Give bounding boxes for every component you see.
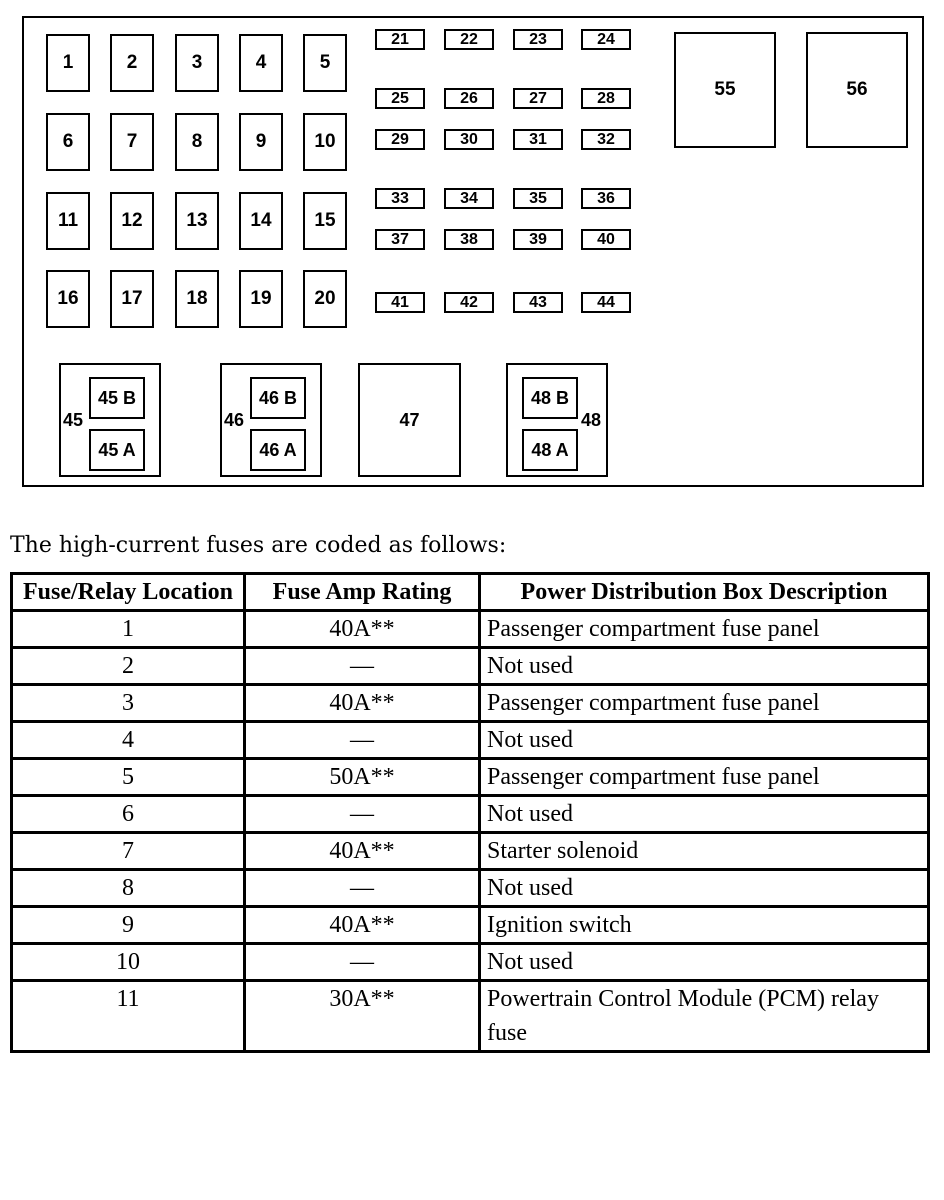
fuse-9: 9 (239, 113, 283, 171)
fuse-23: 23 (513, 29, 563, 50)
cell-description: Not used (480, 944, 929, 981)
fuse-2: 2 (110, 34, 154, 92)
relay-55: 55 (674, 32, 776, 148)
relay-56: 56 (806, 32, 908, 148)
cell-rating: — (245, 944, 480, 981)
cell-location: 1 (12, 611, 245, 648)
cell-rating: 30A** (245, 981, 480, 1052)
fuse-17: 17 (110, 270, 154, 328)
table-row (12, 870, 929, 907)
table-row (12, 796, 929, 833)
table-row (12, 833, 929, 870)
table-row (12, 907, 929, 944)
cell-rating: 40A** (245, 907, 480, 944)
cell-description: Ignition switch (480, 907, 929, 944)
fuse-35: 35 (513, 188, 563, 209)
fuse-34: 34 (444, 188, 494, 209)
fuse-32: 32 (581, 129, 631, 150)
fuse-20: 20 (303, 270, 347, 328)
fuse-26: 26 (444, 88, 494, 109)
cell-location: 9 (12, 907, 245, 944)
fuse-13: 13 (175, 192, 219, 250)
fuse-4: 4 (239, 34, 283, 92)
box-45-label: 45 (63, 410, 84, 430)
cell-location: 3 (12, 685, 245, 722)
cell-description: Not used (480, 722, 929, 759)
cell-location: 10 (12, 944, 245, 981)
fuse-27: 27 (513, 88, 563, 109)
cell-location: 4 (12, 722, 245, 759)
fuse-31: 31 (513, 129, 563, 150)
fuse-11: 11 (46, 192, 90, 250)
fuse-44: 44 (581, 292, 631, 313)
fuse-46a: 46 A (250, 429, 306, 471)
fuse-3: 3 (175, 34, 219, 92)
fuse-39: 39 (513, 229, 563, 250)
relay-box-47: 47 (358, 363, 461, 477)
cell-description: Not used (480, 648, 929, 685)
table-row (12, 722, 929, 759)
fuse-14: 14 (239, 192, 283, 250)
cell-rating: 40A** (245, 611, 480, 648)
relay-box-48 (506, 363, 608, 477)
fuse-37: 37 (375, 229, 425, 250)
fuse-38: 38 (444, 229, 494, 250)
fuse-28: 28 (581, 88, 631, 109)
table-caption: The high-current fuses are coded as follows: (10, 533, 507, 558)
cell-rating: — (245, 870, 480, 907)
fuse-21: 21 (375, 29, 425, 50)
cell-description: Not used (480, 796, 929, 833)
fuse-box-diagram (22, 16, 924, 487)
fuse-22: 22 (444, 29, 494, 50)
cell-description: Starter solenoid (480, 833, 929, 870)
table-row (12, 611, 929, 648)
fuse-table (10, 572, 930, 1053)
fuse-12: 12 (110, 192, 154, 250)
fuse-8: 8 (175, 113, 219, 171)
header-description: Power Distribution Box Description (480, 574, 929, 611)
fuse-6: 6 (46, 113, 90, 171)
fuse-5: 5 (303, 34, 347, 92)
cell-rating: — (245, 796, 480, 833)
fuse-33: 33 (375, 188, 425, 209)
table-row (12, 759, 929, 796)
fuse-7: 7 (110, 113, 154, 171)
fuse-1: 1 (46, 34, 90, 92)
cell-description: Passenger compartment fuse panel (480, 685, 929, 722)
cell-rating: 40A** (245, 833, 480, 870)
header-location: Fuse/Relay Location (12, 574, 245, 611)
cell-location: 2 (12, 648, 245, 685)
fuse-10: 10 (303, 113, 347, 171)
cell-location: 5 (12, 759, 245, 796)
fuse-45a: 45 A (89, 429, 145, 471)
relay-box-46 (220, 363, 322, 477)
fuse-42: 42 (444, 292, 494, 313)
box-46-label: 46 (224, 410, 245, 430)
cell-description: Passenger compartment fuse panel (480, 611, 929, 648)
cell-location: 11 (12, 981, 245, 1052)
relay-box-45 (59, 363, 161, 477)
cell-location: 7 (12, 833, 245, 870)
fuse-16: 16 (46, 270, 90, 328)
fuse-45b: 45 B (89, 377, 145, 419)
fuse-15: 15 (303, 192, 347, 250)
fuse-48b: 48 B (522, 377, 578, 419)
table-row (12, 648, 929, 685)
box-48-label: 48 (581, 410, 602, 430)
cell-rating: — (245, 722, 480, 759)
fuse-43: 43 (513, 292, 563, 313)
fuse-19: 19 (239, 270, 283, 328)
fuse-46b: 46 B (250, 377, 306, 419)
cell-description: Powertrain Control Module (PCM) relay fuse (480, 981, 929, 1052)
table-row (12, 685, 929, 722)
cell-description: Not used (480, 870, 929, 907)
cell-description: Passenger compartment fuse panel (480, 759, 929, 796)
table-header-row (12, 574, 929, 611)
fuse-25: 25 (375, 88, 425, 109)
fuse-41: 41 (375, 292, 425, 313)
fuse-24: 24 (581, 29, 631, 50)
header-rating: Fuse Amp Rating (245, 574, 480, 611)
fuse-30: 30 (444, 129, 494, 150)
fuse-18: 18 (175, 270, 219, 328)
cell-rating: — (245, 648, 480, 685)
fuse-29: 29 (375, 129, 425, 150)
fuse-36: 36 (581, 188, 631, 209)
cell-rating: 40A** (245, 685, 480, 722)
table-row (12, 981, 929, 1052)
cell-rating: 50A** (245, 759, 480, 796)
table-row (12, 944, 929, 981)
fuse-48a: 48 A (522, 429, 578, 471)
cell-location: 8 (12, 870, 245, 907)
fuse-40: 40 (581, 229, 631, 250)
cell-location: 6 (12, 796, 245, 833)
